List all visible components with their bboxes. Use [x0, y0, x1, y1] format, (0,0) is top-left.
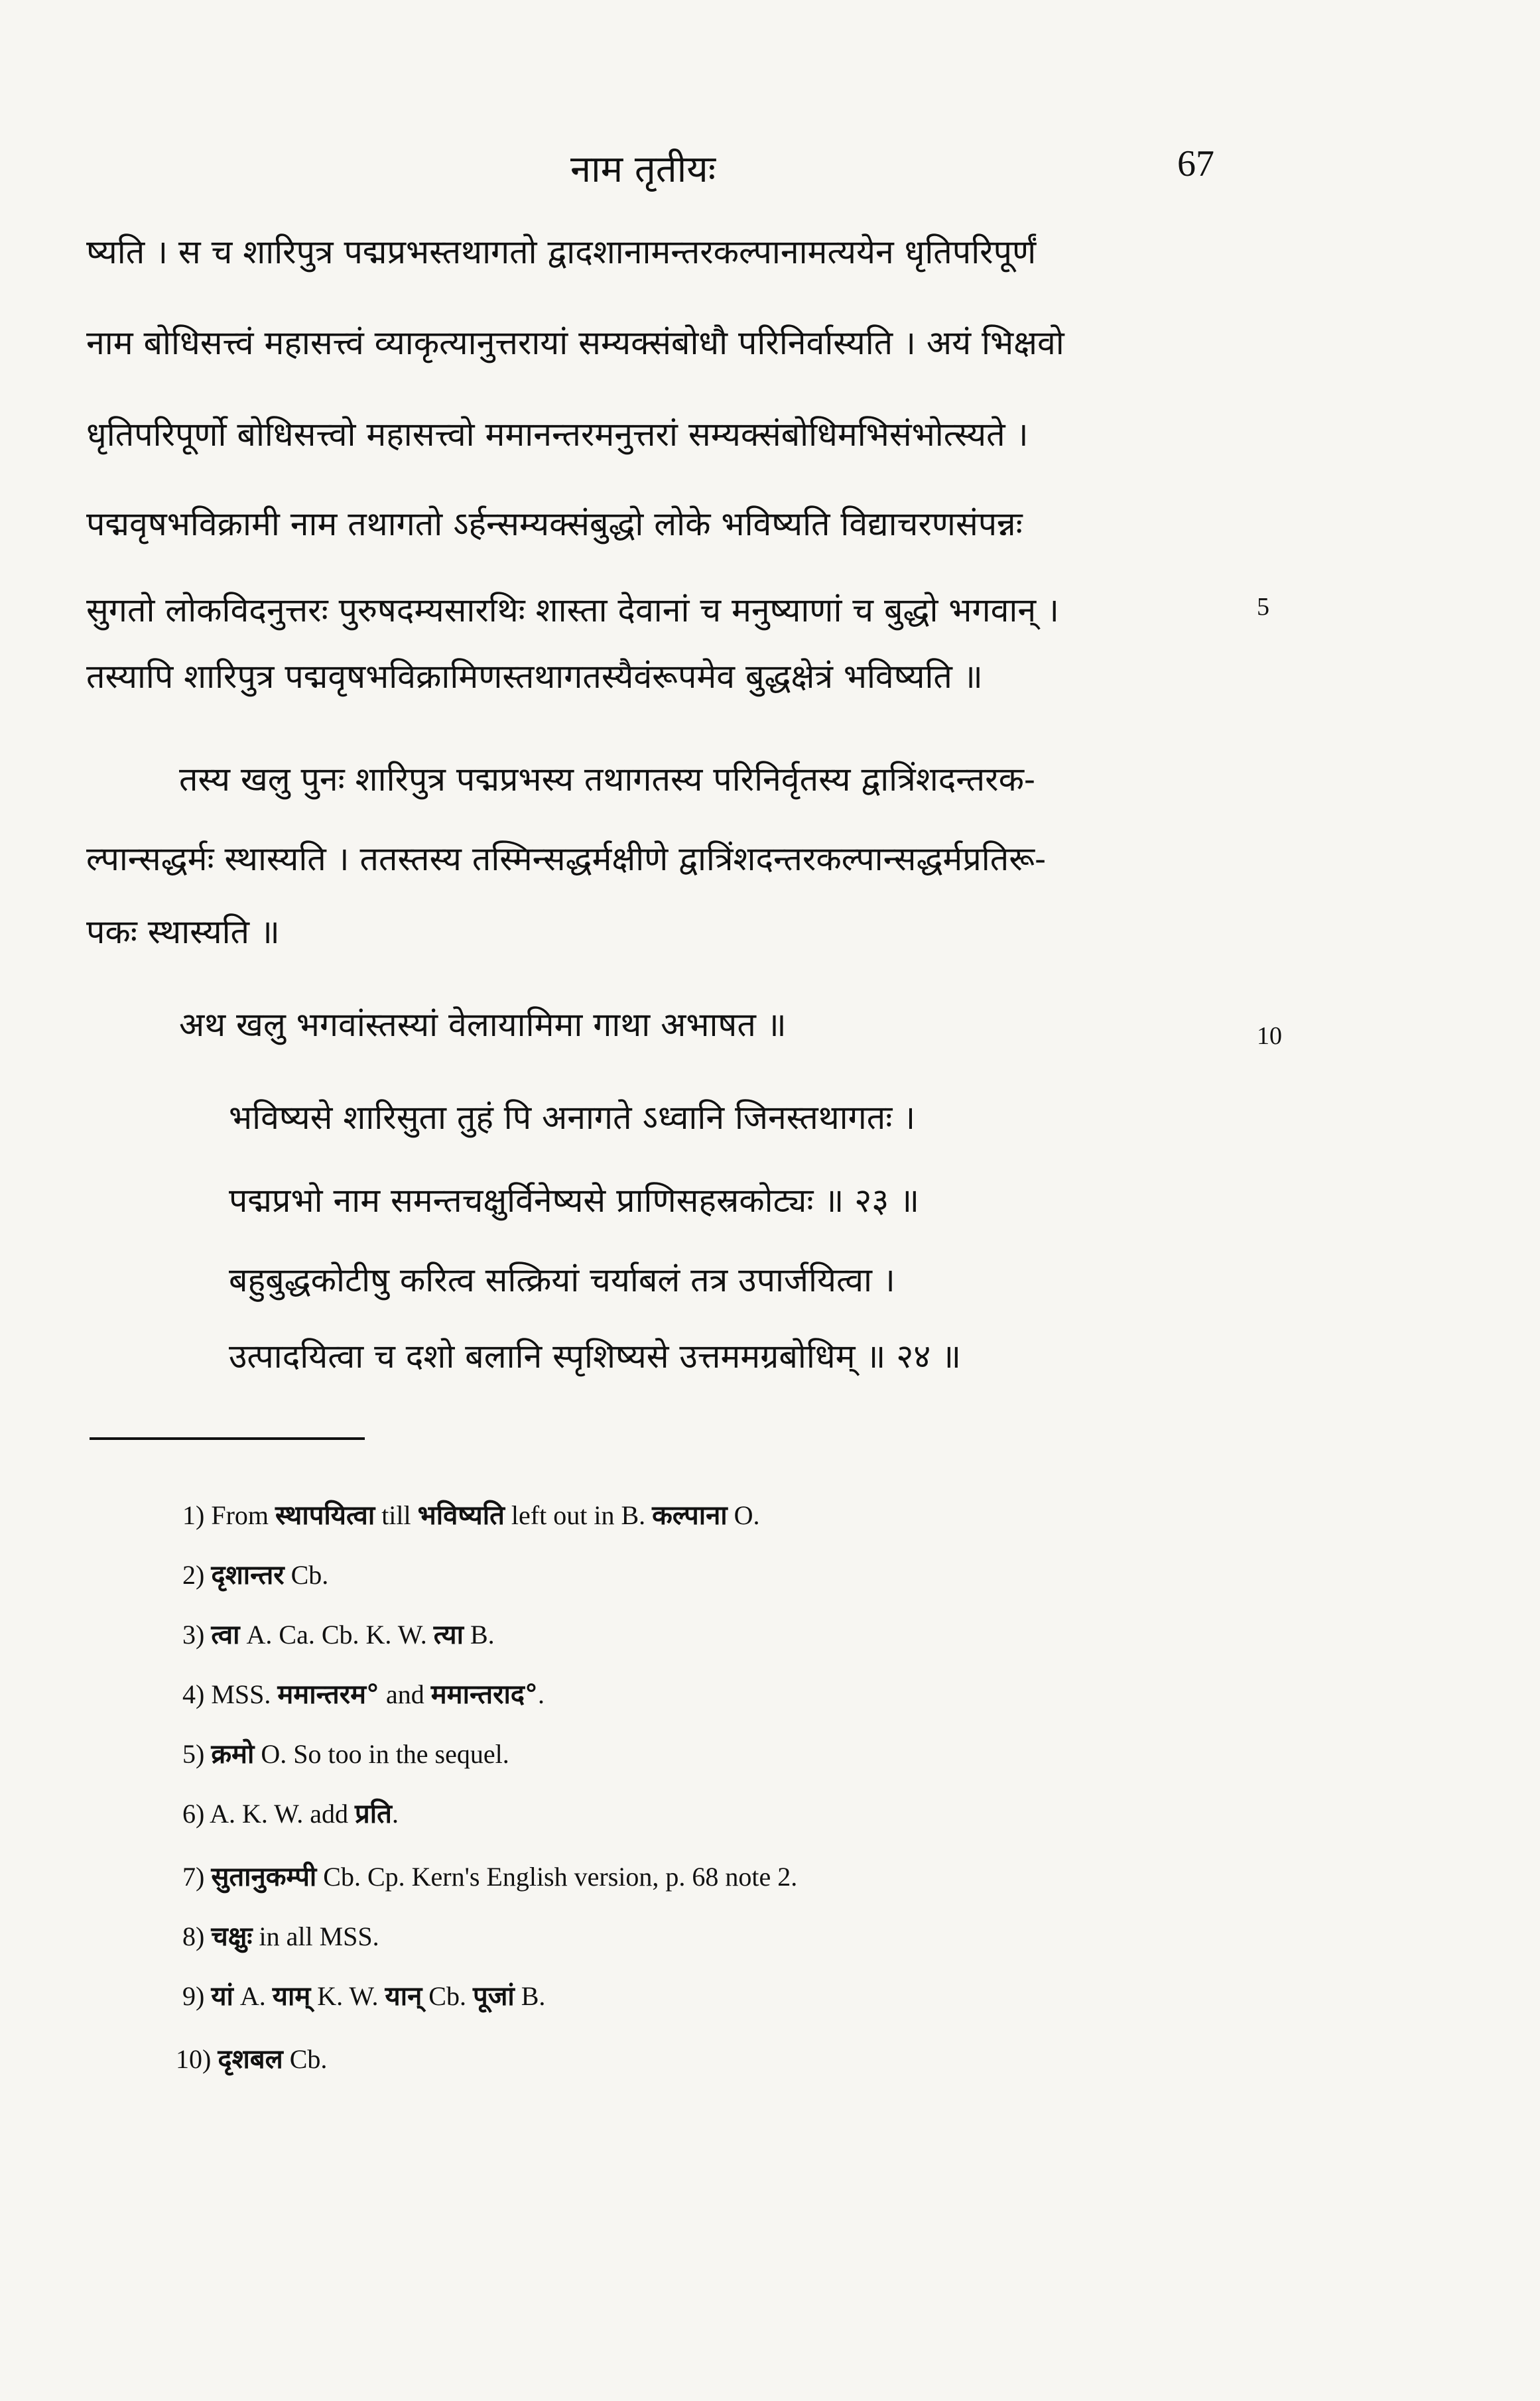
footnote-devanagari: दृशबल: [218, 2044, 283, 2075]
footnote-number: 9): [182, 1981, 205, 2011]
footnote-devanagari: स्थापयित्वा: [275, 1500, 375, 1531]
footnote-devanagari: दृशान्तर: [211, 1560, 285, 1590]
footnote-devanagari: त्या: [433, 1620, 464, 1650]
footnote-devanagari: त्वा: [211, 1620, 240, 1650]
text-line: सुगतो लोकविदनुत्तरः पुरुषदम्यसारथिः शास्ता देवानां च मनुष्याणां च बुद्धो भगवान् ।: [86, 591, 1059, 629]
footnote-devanagari: ममान्तराद°: [430, 1679, 539, 1710]
footnote-number: 6): [182, 1799, 205, 1829]
footnote: [176, 2040, 327, 2076]
footnote-text: and: [379, 1679, 431, 1709]
verse-line: भविष्यसे शारिसुता तुहं पि अनागते ऽध्वानि जिनस्तथागतः ।: [229, 1098, 916, 1137]
footnote-text: MSS.: [211, 1679, 278, 1709]
footnote: [182, 1675, 545, 1711]
footnote-number: 3): [182, 1620, 205, 1650]
footnote-number: 5): [182, 1739, 205, 1769]
footnote: [182, 1857, 797, 1894]
text-line: अथ खलु भगवांस्तस्यां वेलायामिमा गाथा अभाषत ॥: [179, 1006, 787, 1044]
line-number: 5: [1257, 593, 1269, 621]
footnote-text: .: [391, 1799, 399, 1829]
footnote-devanagari: ममान्तरम°: [277, 1679, 379, 1710]
text-line: ल्पान्सद्धर्मः स्थास्यति । ततस्तस्य तस्मिन्सद्धर्मक्षीणे द्वात्रिंशदन्तरकल्पान्सद्धर्मप्रतिरू-: [86, 840, 1046, 878]
footnote-number: 7): [182, 1862, 205, 1892]
footnote-text: From: [211, 1500, 276, 1530]
footnote-devanagari: यां: [211, 1981, 233, 2012]
footnote-text: Cb.: [283, 2044, 328, 2074]
footnote-text: till: [375, 1500, 418, 1530]
footnote-text: Cb.: [422, 1981, 473, 2011]
footnote-devanagari: चक्षुः: [211, 1921, 253, 1952]
footnote-number: 10): [176, 2044, 212, 2074]
footnote-text: A.: [233, 1981, 273, 2011]
footnote: [182, 1794, 399, 1831]
footnote-text: Cb. Cp. Kern's English version, p. 68 note 2.: [316, 1862, 798, 1892]
footnote-number: 1): [182, 1500, 205, 1530]
text-line: तस्यापि शारिपुत्र पद्मवृषभविक्रामिणस्तथागतस्यैवंरूपमेव बुद्धक्षेत्रं भविष्यति ॥: [86, 657, 983, 696]
text-line: तस्य खलु पुनः शारिपुत्र पद्मप्रभस्य तथागतस्य परिनिर्वृतस्य द्वात्रिंशदन्तरक-: [179, 760, 1035, 799]
footnote-devanagari: कल्पाना: [652, 1500, 728, 1531]
footnote-text: .: [538, 1679, 545, 1709]
footnote: [182, 1555, 328, 1592]
footnote-number: 8): [182, 1921, 205, 1951]
footnote-text: B.: [463, 1620, 495, 1650]
footnote-devanagari: क्रमो: [211, 1739, 255, 1770]
verse-line: पद्मप्रभो नाम समन्तचक्षुर्विनेष्यसे प्राणिसहस्रकोट्यः ॥ २३ ॥: [229, 1181, 920, 1220]
page-number: 67: [1177, 143, 1214, 184]
text-line: नाम बोधिसत्त्वं महासत्त्वं व्याकृत्यानुत्तरायां सम्यक्संबोधौ परिनिर्वास्यति । अयं भिक्षवो: [86, 324, 1064, 362]
text-line: पद्मवृषभविक्रामी नाम तथागतो ऽर्हन्सम्यक्संबुद्धो लोके भविष्यति विद्याचरणसंपन्नः: [86, 505, 1023, 543]
footnote-text: left out in B.: [504, 1500, 653, 1530]
text-line: पकः स्थास्यति ॥: [86, 913, 280, 951]
footnote: [182, 1496, 760, 1532]
footnote-text: O. So too in the sequel.: [254, 1739, 509, 1769]
footnote-text: B.: [514, 1981, 546, 2011]
footnote: [182, 1734, 509, 1771]
footnote-text: K. W.: [310, 1981, 385, 2011]
footnote-devanagari: सुतानुकम्पी: [211, 1862, 317, 1892]
footnote-text: A. K. W. add: [210, 1799, 355, 1829]
footnote-devanagari: भविष्यति: [417, 1500, 505, 1531]
page-header-title: नाम तृतीयः: [570, 148, 716, 191]
line-number: 10: [1257, 1022, 1282, 1050]
footnote-text: in all MSS.: [252, 1921, 379, 1951]
footnote-devanagari: याम्: [272, 1981, 311, 2012]
footnote-number: 4): [182, 1679, 205, 1709]
footnote-text: Cb.: [284, 1560, 329, 1590]
footnote-text: O.: [727, 1500, 760, 1530]
verse-line: उत्पादयित्वा च दशो बलानि स्पृशिष्यसे उत्तममग्रबोधिम् ॥ २४ ॥: [229, 1337, 962, 1376]
footnote-devanagari: पूजां: [472, 1981, 515, 2012]
footnote-text: A. Ca. Cb. K. W.: [239, 1620, 434, 1650]
footnote-devanagari: यान्: [385, 1981, 422, 2012]
footnote: [182, 1615, 495, 1652]
footnote-number: 2): [182, 1560, 205, 1590]
footnote: [182, 1917, 379, 1953]
footnote-divider: [90, 1437, 365, 1440]
text-line: ष्यति । स च शारिपुत्र पद्मप्रभस्तथागतो द्वादशानामन्तरकल्पानामत्ययेन धृतिपरिपूर्णं: [86, 233, 1037, 271]
footnote: [182, 1977, 545, 2013]
text-line: धृतिपरिपूर्णो बोधिसत्त्वो महासत्त्वो ममानन्तरमनुत्तरां सम्यक्संबोधिमभिसंभोत्स्यते ।: [86, 415, 1029, 454]
verse-line: बहुबुद्धकोटीषु करित्व सत्क्रियां चर्याबलं तत्र उपार्जयित्वा ।: [229, 1261, 895, 1299]
footnote-devanagari: प्रति: [355, 1799, 392, 1829]
